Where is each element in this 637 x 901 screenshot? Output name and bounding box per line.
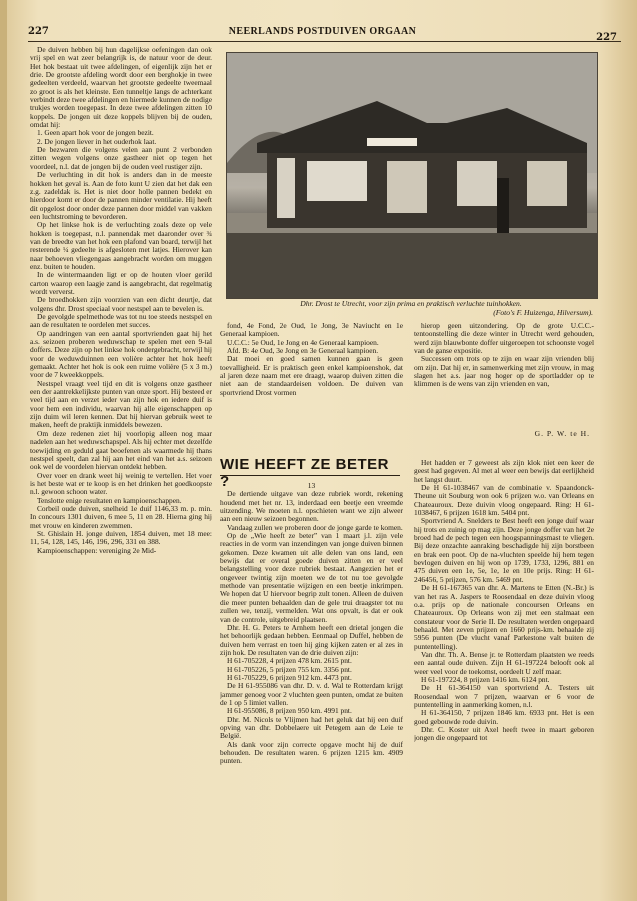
publication-title: NEERLANDS POSTDUIVEN ORGAAN [228, 26, 417, 37]
paragraph: H 61-955086, 8 prijzen 950 km. 4991 pnt. [227, 706, 352, 716]
page-number-right: 227 [596, 32, 617, 43]
paragraph: Corbeil oude duiven, snelheid 1e duif 1146,33 m. p. min. In concours 1301 duiven, 6 mee 5, 11 en 28. Hierna ging hij met vrouw en kinderen zwemmen. [30, 503, 212, 530]
paragraph: De duiven hebben bij hun dagelijkse oefeningen dan ook vrij spel en wat zeer belangrijk is, de natuur voor de deur. Het hok bestaat uit twee afdelingen, of eigenlijk zijn het er drie. De grootste afdeling wordt door een berghokje in twee gedeelten verdeeld, waarvan het grootste gedeelte tweemaal zo groot is als het kleinste. Een tunneltje langs de achterkant verbindt deze twee afdelingen en hiermede kunnen de nodige trukjes worden toegepast. In deze twee afdelingen zitten 10 koppels. De jongen uit deze koppels blijven bij de ouden, omdat hij: [30, 46, 212, 130]
paragraph: Als dank voor zijn correcte opgave mocht hij de duif behouden. De resultaten waren. 6 prijzen 1215 km. 4909 punten. [220, 739, 403, 766]
paragraph: De H 61-167365 van dhr. A. Martens te Etten (N.-Br.) is van het ras A. Jaspers te Roosendaal en deze duivin vloog o.a. prijs op de nationale concoursen Orleans en Chateauroux. Op Orleans won zij met een stalmaat een constateur voor de Serie II. De resultaten werden ongepaard behaald. Met zeven prijzen en 1660 prijs-km. behaalde zij 5956 punten (De vlucht vanaf Parkestone valt buiten de puntentelling). [414, 583, 594, 651]
paragraph: fond, 4e Fond, 2e Oud, 1e Jong, 3e Naviucht en 1e Generaal kampioen. [220, 322, 403, 339]
author-signature: G. P. W. te H. [534, 429, 590, 438]
paragraph: Dat moei en goed samen kunnen gaan is geen toevalligheid. Er is praktisch geen enkel kampioenshok, dat al jaren deze naam met ere draagt, waarop duiven zitten die niet aan de standaardeisen voldoen. De duiven van sportvriend Drost vormen [220, 354, 403, 397]
paragraph: Over voer en drank weet hij weinig te vertellen. Het voer is het beste wat er te koop is en het drinken het goedkoopste n.l. gewoon schoon water. [30, 470, 212, 497]
paragraph: U.C.C.: 5e Oud, 1e Jong en 4e Generaal kampioen. [227, 337, 379, 347]
paragraph: Vandaag zullen we proberen door de jonge garde te komen. [227, 522, 403, 532]
paragraph: Kampioenschappen: vereniging 2e Mid- [37, 545, 157, 555]
paragraph: De H 61-955086 van dhr. D. v. d. Wal te Rotterdam krijgt jammer genoeg voor 2 vluchten geen punten, omdat ze buiten de 1 op 5 limiet vallen. [220, 681, 403, 707]
paragraph: Dhr. H. G. Peters te Arnhem heeft een drietal jongen die het behoorlijk gedaan hebben. Eenmaal op Duffel, hebben de duiven hem verrast en toen hij ging kijken zaten er al zes in zijn hok. De resultaten van de drie duiven zijn: [220, 622, 403, 657]
paragraph: H 61-705229, 6 prijzen 912 km. 4473 pnt. [227, 672, 352, 682]
paragraph: De bezwaren die volgens velen aan punt 2 verbonden zitten wegen volgens onze gastheer niet op tegen het voordeel, n.l. dat de jongen bij de ouden veel rustiger zijn. [30, 145, 212, 171]
paragraph: Nestspel vraagt veel tijd en dit is volgens onze gastheer een der aantrekkelijkste punten van onze sport. Hij besteed er veel tijd aan en verzet ieder van zijn hok en iedere duif is voor hem een individu, waarvan hij alle eigenschappen op zijn duim wil leren kennen. Dat hij hiervan gebruik weet te maken, heeft de praktijk inmiddels bewezen. [30, 378, 212, 430]
paragraph: Van dhr. Th. A. Bense jr. te Rotterdam plaatsten we reeds een aantal oude duiven. Zijn H 61-197224 belooft ook al weer veel voor de toekomst, oordeelt U zelf maar. [414, 649, 594, 676]
photo-pigeon-lofts [226, 52, 598, 299]
paragraph: Op het linkse hok is de verluchting zoals deze op vele hokken is toegepast, n.l. pannendak met daaronder over ¾ van de breedte van het hok een plafond van board, terwijl het resterende ¼ gedeelte is afgesloten met latjes. Hierover kan naar behoeven vliegengaas aangebracht worden om muggen enz. buiten te houden. [30, 220, 212, 271]
paragraph: Dhr. C. Koster uit Axel heeft twee in maart geboren jongen die ongepaard tot [414, 725, 594, 743]
page-left-edge [0, 0, 7, 901]
paragraph: Om deze redenen ziet hij voorlopig alleen nog maar nadelen aan het weduwschapspel. Als hij echter met dezelfde toewijding en geduld gaat beoefenen als waarmede hij thans nestspel speelt, dan zal hij aan het eind van het a.s. seizoen ook wel de voordelen hiervan ontdekt hebben. [30, 428, 212, 472]
paragraph: Op aandringen van een aantal sportvrienden gaat hij het a.s. seizoen proberen weduwschap te spelen met een 9-tal doffers. Deze zijn op het linkse hok ondergebracht, terwijl hij voor de weduwduinnen een volière achter het hok heeft gemaakt. Achter het hok is ook een ruime volière (5 x 3 m.) voor de 7 kweekkoppels. [30, 328, 212, 380]
paragraph: Dhr. M. Nicols te Vlijmen had het geluk dat hij een duif opving van dhr. Dobbelaere uit Petegem aan de Leie te België. [220, 714, 403, 741]
paragraph: De H 61-1038467 van de combinatie v. Spaandonck-Theune uit Souburg won ook 6 prijzen w.o. van Orleans en Chateauroux. Deze duivin vloog ongepaard. Ring: H 61-1038467, 6 prijzen 1618 km. 5404 pnt. [414, 483, 594, 518]
paragraph: Sportvriend A. Snelders te Best heeft een jonge duif waar hij trots en zuinig op mag zijn. Deze jonge doffer van het 2e broed had de pech tegen een hoogspanningsmast te vliegen. Bij deze onzachte aanraking beschadigde hij zijn borstbeen en brak een poot. Op de na-vluchten speelde hij hem tegen bevlogen duiven en hij won op 1739, 1733, 1296, 881 en 475 duiven een 1e, 5e, 1e, 1e en 10e prijs. Ring: H 61-246456, 5 prijzen, 576 km. 5469 pnt. [414, 516, 594, 584]
house-photo-illustration [227, 53, 597, 298]
paragraph: H 61-197224, 8 prijzen 1416 km. 6124 pnt. [421, 674, 550, 684]
paragraph: H 61-705228, 4 prijzen 478 km. 2615 pnt. [227, 656, 352, 666]
paragraph: H 61-364150, 7 prijzen 1846 km. 6933 pnt. Het is een goed gebouwde rode duivin. [414, 708, 594, 726]
paragraph: H 61-705226, 5 prijzen 755 km. 3356 pnt. [227, 664, 352, 674]
paragraph: Successen om trots op te zijn en waar zijn vrienden blij om zijn. Dat hij er, in samenwerking met zijn vrouw, in mag slagen het a.s. jaar nog hoger op de sportladder op te klimmen is de wens van zijn vrienden en van, [414, 354, 594, 389]
paragraph: De broedhokken zijn voorzien van een dicht deurtje, dat volgens dhr. Drost speciaal voor nestspel aan te bevelen is. [30, 295, 212, 313]
paragraph: 1. Geen apart hok voor de jongen bezit. [37, 128, 154, 138]
article-headline: WIE HEEFT ZE BETER ? [220, 456, 390, 490]
photo-caption: Dhr. Drost te Utrecht, voor zijn prima en praktisch verluchte tuinhokken. [300, 299, 522, 308]
paragraph: Op de „Wie heeft ze beter” van 1 maart j.l. zijn vele reacties in de vorm van inzendingen van jonge duiven binnen gekomen. Deze kwamen uit alle delen van ons land, een bewijs dat er overal goede duiven zitten en er veel belangstelling voor deze rubriek bestaat. Aangezien het er ongeveer twintig zijn moeten we de tot nu toe gevolgde methode van presentatie wijzigen en een beetje inkrimpen. We hopen dat U hiervoor begrip zult tonen. Alleen de duiven die meer punten behaalden dan de gele trui draagster tot nu zullen we, tenzij, vermelden. Wat ons opvalt, is dat er ook van de controle, uitgebreid plaatsen. [220, 531, 403, 624]
photo-credit: (Foto's F. Huizenga, Hilversum). [493, 308, 593, 317]
paragraph: Afd. B: 4e Oud, 3e Jong en 3e Generaal kampioen. [227, 346, 379, 356]
headline-rule [220, 475, 400, 476]
paragraph: hierop geen uitzondering. Op de grote U.C.C.-tentoonstelling die deze winter in Utrecht werd gehouden, werd zijn blauwbonte doffer uitgeroepen tot schoonste vogel van de ganse expositie. [414, 322, 594, 356]
paragraph: Tenslotte enige resultaten en kampioenschappen. [37, 495, 182, 505]
column-4 [220, 482, 403, 887]
article-number: 13 [307, 482, 316, 490]
column-1 [30, 46, 212, 884]
paragraph: St. Ghislain H. jonge duiven, 1854 duiven, met 18 mee: 11, 54, 128, 145, 146, 196, 296, 331 en 388. [30, 528, 212, 547]
header-rule [28, 41, 621, 42]
paragraph: 2. De jongen liever in het ouderhok laat. [37, 136, 157, 146]
paragraph: De verluchting in dit hok is anders dan in de meeste hokken het geval is. Aan de foto kunt U zien dat het dak een z.g. zadeldak is. Het is niet door holle pannen bedekt en hierdoor komt er door de pannen minder ventilatie. Hij heeft dit opgelost door onder deze pannen door middel van vakken een luchtstroming te bevorderen. [30, 170, 212, 221]
page-header [28, 26, 617, 43]
paragraph: In de wintermaanden ligt er op de houten vloer gerild carton waarop een laagje zand is aangebracht, dat regelmatig wordt ververst. [30, 270, 212, 296]
column-5 [414, 459, 594, 887]
paragraph: De gevolgde spelmethode was tot nu toe steeds nestspel en aan de resultaten te oordelen met succes. [30, 312, 212, 330]
page-number-left: 227 [28, 26, 49, 37]
paragraph: Het hadden er 7 geweest als zijn klok niet een keer de geest had gegeven. Al met al weer een bewijs dat eerlijkheid het langst duurt. [414, 459, 594, 484]
paragraph: De H 61-364150 van sportvriend A. Testers uit Roosendaal won 7 prijzen, waarvan er 6 voor de puntentelling in aanmerking komen, n.l. [414, 683, 594, 709]
column-2 [220, 322, 403, 452]
paragraph: De dertiende uitgave van deze rubriek wordt, rekening houdend met het nr. 13, inderdaad een beetje een vreemde uitzending. We moeten n.l. opschieten want we zijn alweer aan een nieuw seizoen begonnen. [220, 489, 403, 524]
